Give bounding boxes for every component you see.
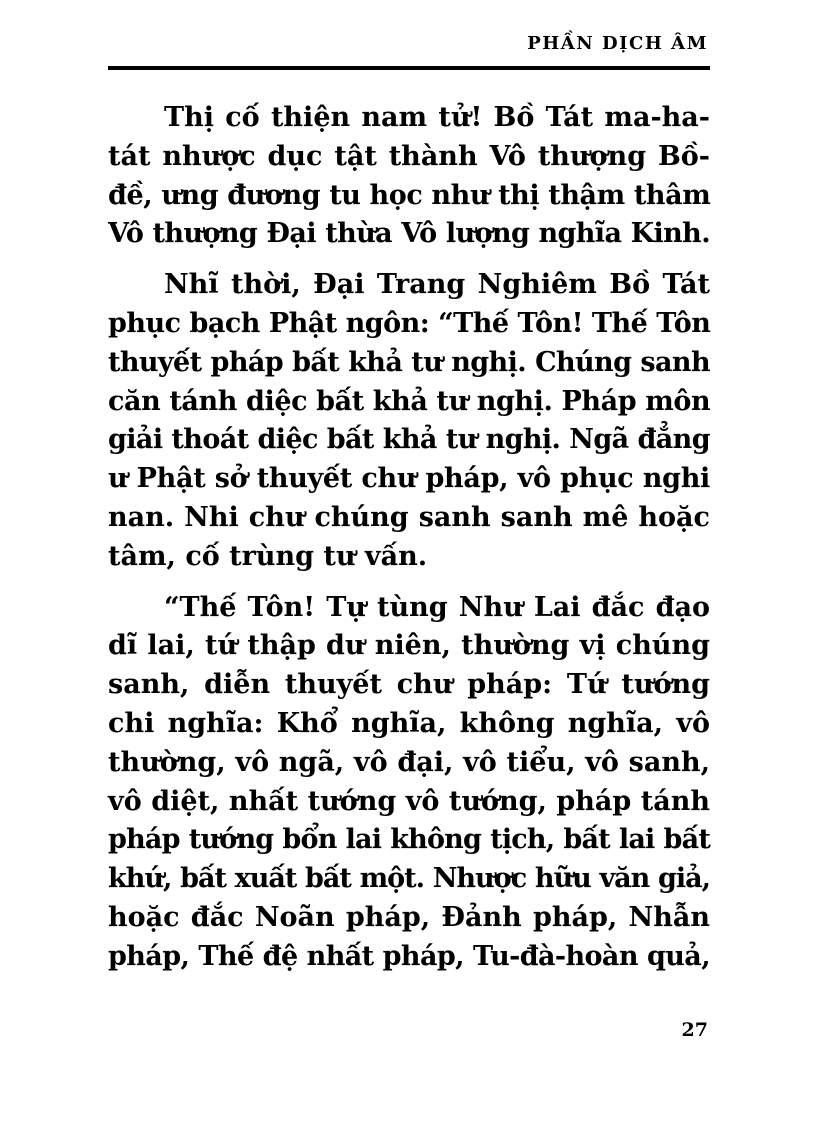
text-line: phục bạch Phật ngôn: “Thế Tôn! Thế Tôn — [108, 307, 711, 339]
text-line: khứ, bất xuất bất một. Nhược hữu văn giả, — [108, 863, 710, 895]
text-line: nan. Nhi chư chúng sanh sanh mê hoặc — [108, 501, 710, 533]
text-line: Vô thượng Đại thừa Vô lượng nghĩa Kinh. — [108, 218, 710, 250]
text-line: ư Phật sở thuyết chư pháp, vô phục nghi — [108, 463, 710, 495]
text-line: vô diệt, nhất tướng vô tướng, pháp tánh — [108, 785, 710, 817]
body-text — [108, 99, 710, 989]
text-line: thuyết pháp bất khả tư nghị. Chúng sanh — [108, 346, 710, 378]
text-line: hoặc đắc Noãn pháp, Đảnh pháp, Nhẫn — [108, 901, 710, 933]
paragraph-2 — [108, 266, 710, 576]
text-line: pháp tướng bổn lai không tịch, bất lai bất — [108, 824, 710, 856]
text-line: pháp, Thế đệ nhất pháp, Tu-đà-hoàn quả, — [108, 940, 710, 972]
text-line: giải thoát diệc bất khả tư nghị. Ngã đẳng — [108, 424, 710, 456]
running-header-title: PHẦN DỊCH ÂM — [527, 33, 708, 54]
paragraph-1 — [108, 99, 710, 254]
text-line: dĩ lai, tứ thập dư niên, thường vị chúng — [108, 630, 710, 662]
text-line: đề, ưng đương tu học như thị thậm thâm — [108, 179, 711, 211]
text-line: chi nghĩa: Khổ nghĩa, không nghĩa, vô — [108, 707, 710, 739]
header-rule — [108, 66, 710, 70]
text-line: tâm, cố trùng tư vấn. — [108, 540, 428, 572]
text-line: thường, vô ngã, vô đại, vô tiểu, vô sanh, — [108, 746, 710, 778]
text-line: sanh, diễn thuyết chư pháp: Tứ tướng — [108, 669, 710, 701]
text-line: Thị cố thiện nam tử! Bồ Tát ma-ha- — [164, 102, 710, 133]
paragraph-3 — [108, 589, 710, 977]
page-number: 27 — [681, 1019, 708, 1041]
text-line: tát nhược dục tật thành Vô thượng Bồ- — [108, 140, 710, 172]
text-line: Nhĩ thời, Đại Trang Nghiêm Bồ Tát — [164, 269, 710, 301]
text-line: căn tánh diệc bất khả tư nghị. Pháp môn — [108, 385, 711, 417]
text-line: “Thế Tôn! Tự tùng Như Lai đắc đạo — [164, 591, 710, 623]
